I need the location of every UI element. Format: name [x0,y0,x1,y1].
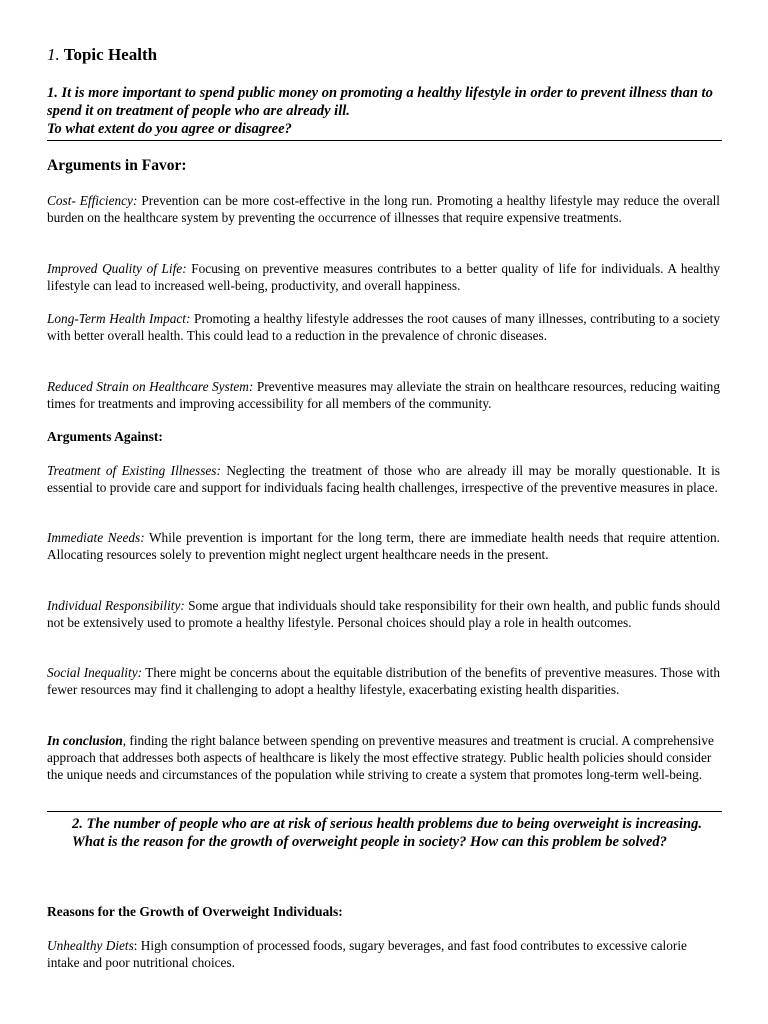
question-2-statement: 2. The number of people who are at risk of serious health problems due to being overweight is increasing. [72,816,702,832]
reasons-paragraph [47,938,720,972]
against-label: Treatment of Existing Illnesses: [47,463,221,478]
title-number: 1. [47,45,60,64]
conclusion-text: , finding the right balance between spending on preventive measures and treatment is crucial. A comprehensive approach that addresses both aspects of healthcare is likely the most effective strategy. Public health policies should consider the unique needs and circumstances of the population while striving to create a system that promotes long-term well-being. [47,733,714,782]
divider [47,811,722,812]
against-paragraph [47,598,720,632]
favor-paragraph [47,261,720,295]
favor-text: Promoting a healthy lifestyle addresses the root causes of many illnesses, contributing to a society with better overall health. This could lead to a reduction in the prevalence of chronic diseases. [47,311,720,343]
favor-text: Preventive measures may alleviate the strain on healthcare resources, reducing waiting times for treatments and improving accessibility for all members of the community. [47,379,720,411]
reasons-heading: Reasons for the Growth of Overweight Individuals: [47,904,343,919]
against-paragraph [47,665,720,699]
against-heading: Arguments Against: [47,429,163,444]
question-1 [47,84,722,138]
favor-label: Reduced Strain on Healthcare System: [47,379,254,394]
favor-label: Long-Term Health Impact: [47,311,191,326]
against-label: Immediate Needs: [47,530,145,545]
reasons-label: Unhealthy Diets [47,938,134,953]
against-label: Individual Responsibility: [47,598,185,613]
favor-paragraph [47,311,720,345]
favor-label: Cost- Efficiency: [47,193,138,208]
question-2-prompt: What is the reason for the growth of overweight people in society? How can this problem be solved? [72,834,667,850]
page-title [47,45,157,65]
favor-paragraph [47,193,720,227]
reasons-text: : High consumption of processed foods, sugary beverages, and fast food contributes to excessive calorie intake and poor nutritional choices. [47,938,687,970]
against-text: Some argue that individuals should take responsibility for their own health, and public funds should not be extensively used to promote a healthy lifestyle. Personal choices should play a role in health outcomes. [47,598,720,630]
against-paragraph [47,530,720,564]
favor-label: Improved Quality of Life: [47,261,187,276]
against-text: Neglecting the treatment of those who are already ill may be morally questionable. It is essential to provide care and support for individuals facing health challenges, irrespective of the preventive measures in place. [47,463,720,495]
question-1-prompt: To what extent do you agree or disagree? [47,121,292,137]
favor-paragraph [47,379,720,413]
question-2 [72,815,720,851]
favor-heading: Arguments in Favor: [47,157,187,174]
against-text: While prevention is important for the long term, there are immediate health needs that require attention. Allocating resources solely to prevention might neglect urgent healthcare needs in the present. [47,530,720,562]
divider [47,140,722,141]
question-1-statement: 1. It is more important to spend public money on promoting a healthy lifestyle in order to prevent illness than to spend it on treatment of people who are already ill. [47,85,713,119]
favor-text: Focusing on preventive measures contributes to a better quality of life for individuals. A healthy lifestyle can lead to increased well-being, productivity, and overall happiness. [47,261,720,293]
conclusion-label: In conclusion [47,733,123,748]
conclusion-paragraph [47,733,720,783]
against-label: Social Inequality: [47,665,143,680]
against-text: There might be concerns about the equitable distribution of the benefits of preventive measures. Those with fewer resources may find it challenging to adopt a healthy lifestyle, exacerbating existing health disparities. [47,665,720,697]
against-paragraph [47,463,720,497]
favor-text: Prevention can be more cost-effective in the long run. Promoting a healthy lifestyle may reduce the overall burden on the healthcare system by preventing the occurrence of illnesses that require expensive treatments. [47,193,720,225]
title-text: Topic Health [63,45,158,64]
